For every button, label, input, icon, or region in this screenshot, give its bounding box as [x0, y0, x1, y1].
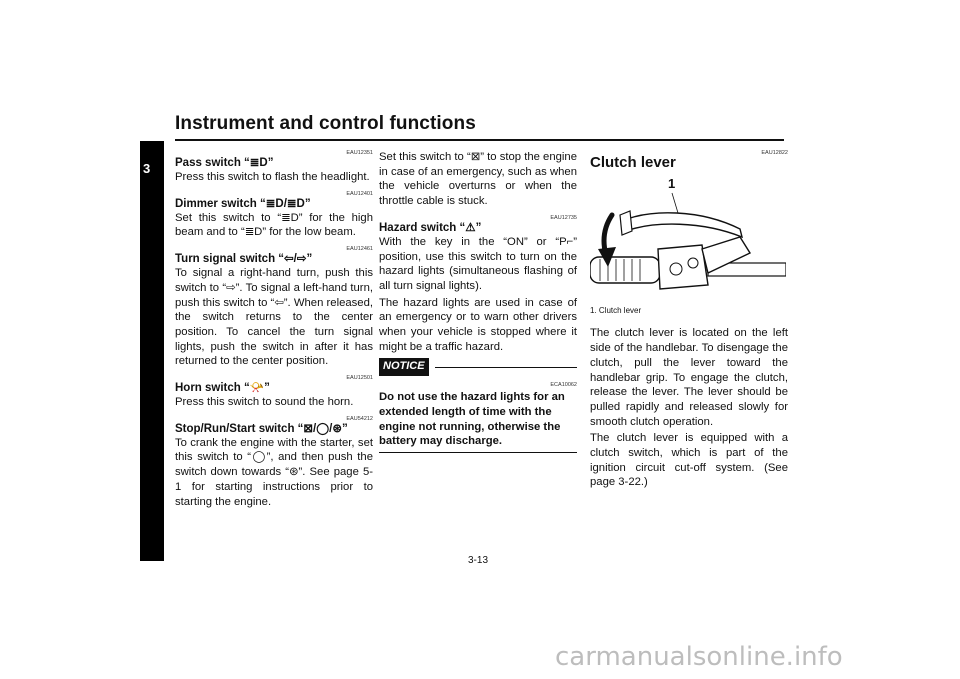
section-code: EAU12735: [550, 214, 577, 221]
section-heading-hazard-switch: Hazard switch “⚠”: [379, 221, 482, 234]
section-body: Set this switch to “⊠” to stop the engine in case of an emergency, such as when the vehicle overturns or when the throttle cable is stuck.: [379, 151, 577, 208]
section-body: To crank the engine with the starter, set this switch to “◯”, and then push the switch down towards “⊛”. See page 5-1 for starting instructions prior to starting the engine.: [175, 436, 373, 508]
figure-callout-1: 1: [668, 175, 676, 191]
section-code: EAU12822: [761, 150, 788, 156]
section-title-clutch-lever: Clutch lever: [590, 154, 676, 171]
section-code: EAU12401: [346, 190, 373, 197]
notice-bottom-rule: [379, 452, 577, 454]
section-body: The hazard lights are used in case of an emergency or to warn other drivers when your vehicle is stopped where it might be a traffic hazard.: [379, 296, 577, 353]
column-middle: [379, 150, 577, 453]
chapter-tab: [140, 141, 164, 561]
page-title: Instrument and control functions: [175, 113, 476, 134]
section-body: The clutch lever is equipped with a clutch switch, which is part of the ignition circuit cut-off system. (See page 3-22.): [590, 432, 788, 489]
section-code: EAU54212: [346, 415, 373, 422]
notice-code: ECA10062: [550, 382, 577, 389]
section-body: Press this switch to sound the horn.: [175, 396, 354, 409]
section-heading-turn-signal-switch: Turn signal switch “⇦/⇨”: [175, 253, 313, 266]
notice-text: Do not use the hazard lights for an extended length of time with the engine not running, otherwise the battery may discharge.: [379, 391, 565, 448]
notice-badge: NOTICE: [379, 358, 429, 376]
section-heading-horn-switch: Horn switch “📯”: [175, 382, 270, 395]
section-code: EAU12461: [346, 246, 373, 253]
clutch-lever-figure: [590, 175, 786, 300]
page-number: 3-13: [468, 555, 489, 566]
section-body: Set this switch to “≣D” for the high beam and to “≣D” for the low beam.: [175, 211, 373, 239]
site-watermark: carmanualsonline.info: [555, 642, 843, 672]
chapter-number: 3: [143, 161, 151, 176]
notice-rule: [435, 367, 577, 369]
section-code: EAU12501: [346, 375, 373, 382]
section-body: The clutch lever is located on the left side of the handlebar. To disengage the clutch, pull the lever toward the handlebar grip. To engage the clutch, release the lever. The lever should be pulled rapidly and released slowly for smooth clutch operation.: [590, 327, 788, 428]
section-heading-pass-switch: Pass switch “≣D”: [175, 157, 274, 169]
column-right: [590, 150, 788, 492]
section-body: To signal a right-hand turn, push this switch to “⇨”. To signal a left-hand turn, push this switch to “⇦”. When released, the switch returns to the center position. To cancel the turn signal lights, push the switch in after it has returned to the center position.: [175, 267, 373, 368]
section-heading-dimmer-switch: Dimmer switch “≣D/≣D”: [175, 197, 311, 210]
section-code: EAU12351: [346, 150, 373, 156]
notice-header: [379, 358, 577, 376]
section-body: Press this switch to flash the headlight.: [175, 171, 370, 183]
callout-leader: [590, 175, 786, 300]
title-rule: [175, 139, 784, 141]
column-left: [175, 150, 373, 511]
section-heading-stop-run-start-switch: Stop/Run/Start switch “⊠/◯/⊛”: [175, 422, 348, 435]
figure-caption: 1. Clutch lever: [590, 305, 642, 315]
section-body: With the key in the “ON” or “P⌐” position, use this switch to turn on the hazard lights (simultaneous flashing of all turn signal lights).: [379, 235, 577, 292]
